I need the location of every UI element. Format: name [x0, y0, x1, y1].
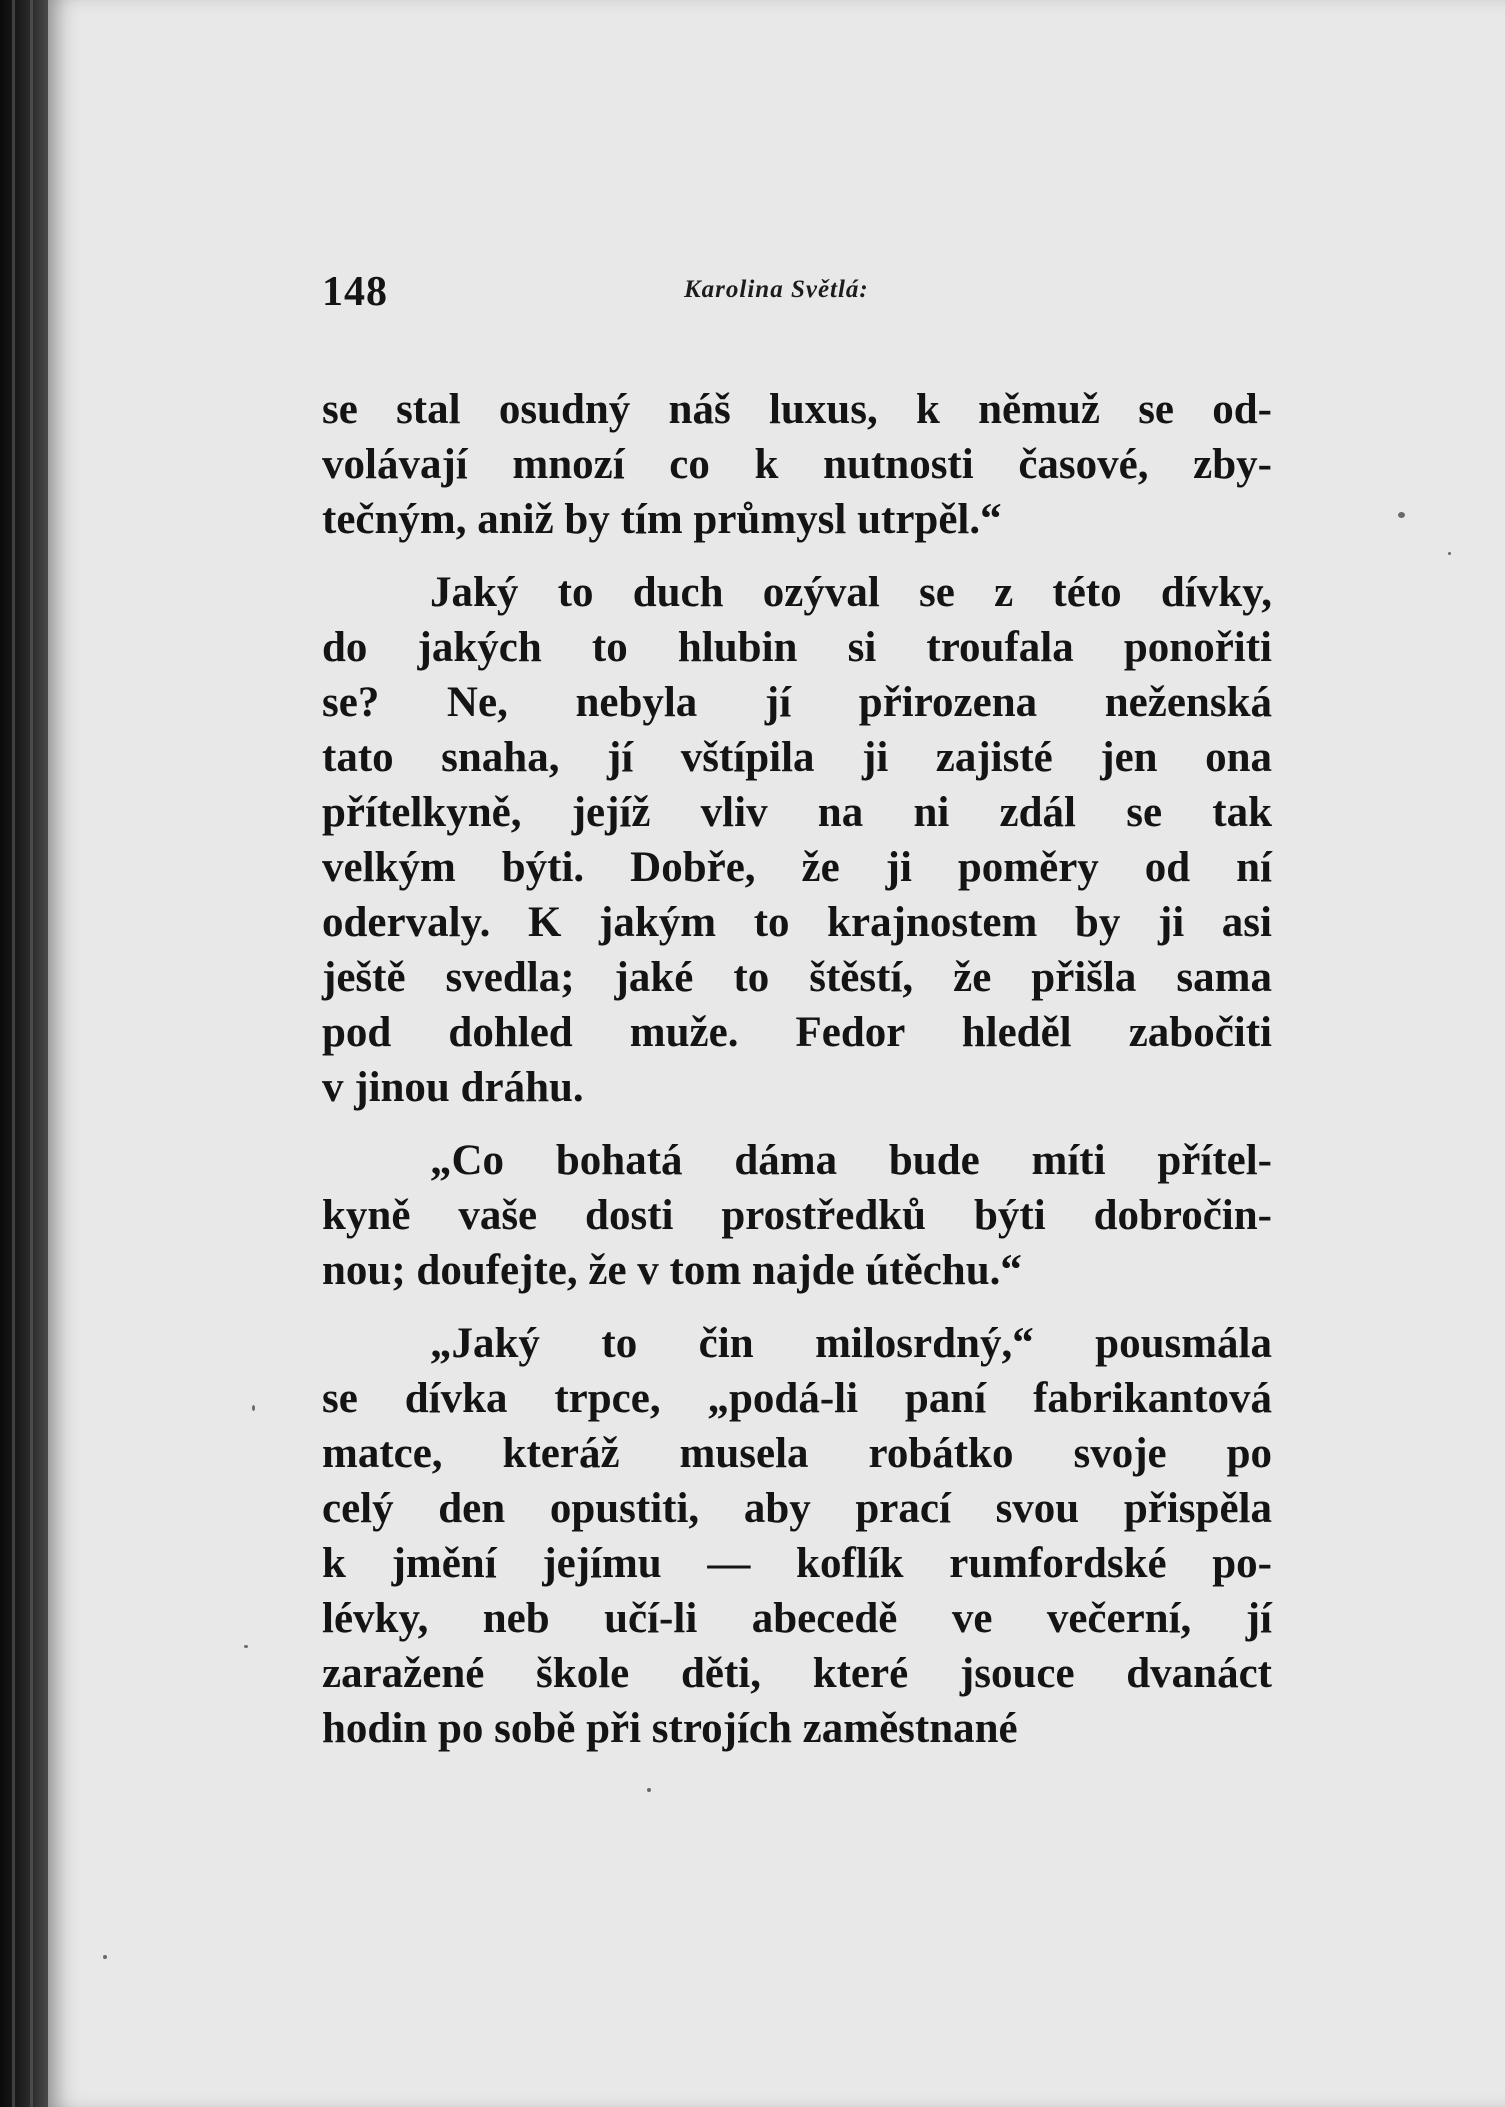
binding-crease [30, 0, 33, 2107]
text-line: kyně vaše dosti prostředků býti dobročin- [322, 1192, 1272, 1239]
text-line: zaražené škole děti, které jsouce dvanáct [322, 1650, 1272, 1697]
text-line: „Co bohatá dáma bude míti přítel- [430, 1137, 1272, 1184]
page-header [322, 268, 1272, 318]
text-line: ještě svedla; jaké to štěstí, že přišla sama [322, 954, 1272, 1001]
paragraph [322, 382, 1272, 547]
text-line: celý den opustiti, aby prací svou přispěla [322, 1485, 1272, 1532]
text-line: k jmění jejímu — koflík rumfordské po- [322, 1540, 1272, 1587]
text-line: se? Ne, nebyla jí přirozena neženská [322, 679, 1272, 726]
scan-speck [1448, 552, 1451, 555]
text-line: velkým býti. Dobře, že ji poměry od ní [322, 844, 1272, 891]
binding-crease [12, 0, 15, 2107]
paragraph [322, 1316, 1272, 1756]
text-line: se dívka trpce, „podá-li paní fabrikantová [322, 1375, 1272, 1422]
text-line: tato snaha, jí vštípila ji zajisté jen ona [322, 734, 1272, 781]
text-line: v jinou dráhu. [322, 1064, 584, 1111]
scan-speck [1398, 512, 1405, 518]
text-line: pod dohled muže. Fedor hleděl zabočiti [322, 1009, 1272, 1056]
book-binding-edge [0, 0, 48, 2107]
text-line: hodin po sobě při strojích zaměstnané [322, 1705, 1018, 1752]
text-line: tečným, aniž by tím průmysl utrpěl.“ [322, 496, 1002, 543]
text-line: Jaký to duch ozýval se z této dívky, [430, 569, 1272, 616]
scan-speck [244, 1645, 248, 1648]
text-line: „Jaký to čin milosrdný,“ pousmála [430, 1320, 1272, 1367]
text-line: nou; doufejte, že v tom najde útěchu.“ [322, 1247, 1022, 1294]
page-number: 148 [322, 269, 388, 315]
text-line: lévky, neb učí-li abecedě ve večerní, jí [322, 1595, 1272, 1642]
paragraph [322, 565, 1272, 1115]
scan-speck [103, 1955, 107, 1959]
text-line: matce, kteráž musela robátko svoje po [322, 1430, 1272, 1477]
paragraph [322, 1133, 1272, 1298]
text-line: volávají mnozí co k nutnosti časové, zby- [322, 441, 1272, 488]
text-line: odervaly. K jakým to krajnostem by ji asi [322, 899, 1272, 946]
running-head: Karolina Světlá: [684, 276, 869, 303]
text-line: do jakých to hlubin si troufala ponořiti [322, 624, 1272, 671]
scan-speck [647, 1788, 651, 1792]
scan-speck [252, 1405, 255, 1411]
text-line: přítelkyně, jejíž vliv na ni zdál se tak [322, 789, 1272, 836]
body-text [322, 382, 1272, 1774]
text-line: se stal osudný náš luxus, k němuž se od- [322, 386, 1272, 433]
